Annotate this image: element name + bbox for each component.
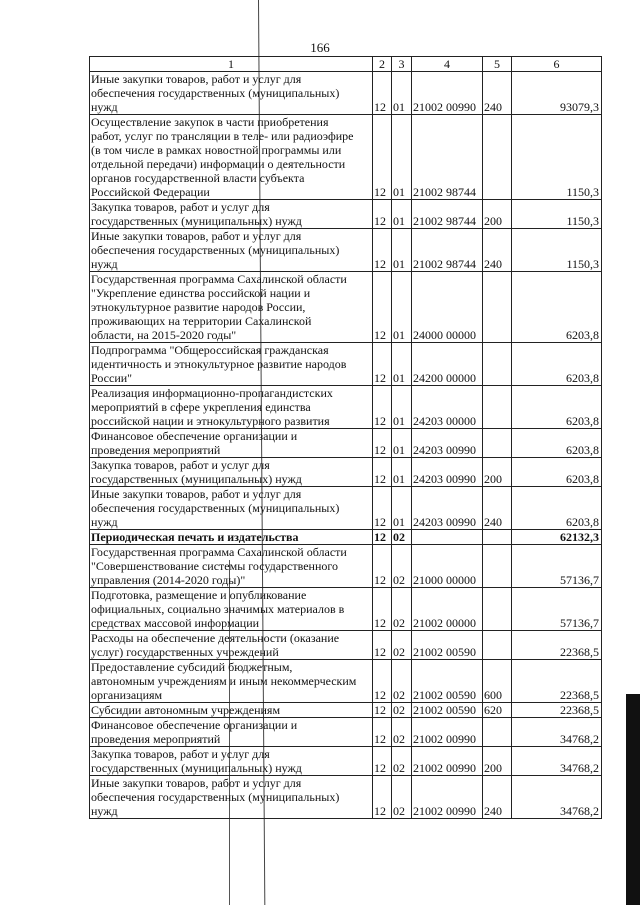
section-code: 12 xyxy=(373,631,392,660)
section-code: 12 xyxy=(373,530,392,545)
description-line: государственных (муниципальных) нужд xyxy=(91,214,302,228)
description-line: идентичность и этнокультурное развитие народов xyxy=(91,357,347,371)
description-line: "Укрепление единства российской нации и xyxy=(91,286,311,300)
expense-type-code: 240 xyxy=(483,487,512,530)
page-number: 166 xyxy=(310,40,330,55)
section-code: 12 xyxy=(373,703,392,718)
expense-type-code: 200 xyxy=(483,747,512,776)
target-article-code: 24203 00990 xyxy=(412,429,483,458)
expense-type-code xyxy=(483,429,512,458)
amount: 1150,3 xyxy=(512,200,602,229)
target-article-code: 21002 98744 xyxy=(412,229,483,272)
target-article-code: 21002 00590 xyxy=(412,703,483,718)
table-row xyxy=(90,718,602,747)
description-line: нужд xyxy=(91,257,118,271)
table-row xyxy=(90,487,602,530)
table-row xyxy=(90,200,602,229)
description-line: Государственная программа Сахалинской области xyxy=(91,272,347,286)
table-row xyxy=(90,703,602,718)
subsection-code: 01 xyxy=(392,115,412,200)
row-description xyxy=(90,718,373,747)
target-article-code: 21002 00590 xyxy=(412,660,483,703)
description-line: отдельной передачи) информации о деятельности xyxy=(91,157,346,171)
description-line: официальных, социально значимых материалов в xyxy=(91,602,345,616)
section-code: 12 xyxy=(373,588,392,631)
expense-type-code xyxy=(483,588,512,631)
subsection-code: 01 xyxy=(392,72,412,115)
expense-type-code xyxy=(483,343,512,386)
description-line: Иные закупки товаров, работ и услуг для xyxy=(91,72,302,86)
description-line: нужд xyxy=(91,515,118,529)
table-row xyxy=(90,545,602,588)
description-line: нужд xyxy=(91,100,118,114)
description-line: России" xyxy=(91,371,133,385)
description-line: обеспечения государственных (муниципальных) xyxy=(91,86,340,100)
table-row xyxy=(90,458,602,487)
amount: 22368,5 xyxy=(512,703,602,718)
expense-type-code xyxy=(483,631,512,660)
subsection-code: 02 xyxy=(392,530,412,545)
amount: 57136,7 xyxy=(512,545,602,588)
column-header: 3 xyxy=(392,57,412,72)
amount: 1150,3 xyxy=(512,229,602,272)
row-description xyxy=(90,115,373,200)
target-article-code: 21002 00990 xyxy=(412,747,483,776)
subsection-code: 02 xyxy=(392,545,412,588)
row-description xyxy=(90,458,373,487)
amount: 6203,8 xyxy=(512,458,602,487)
description-line: Финансовое обеспечение организации и xyxy=(91,718,298,732)
target-article-code: 21002 98744 xyxy=(412,200,483,229)
description-line: Подпрограмма "Общероссийская гражданская xyxy=(91,343,329,357)
description-line: работ, услуг по трансляции в теле- или радиоэфире xyxy=(91,129,354,143)
description-line: Осуществление закупок в части приобретения xyxy=(91,115,329,129)
amount: 6203,8 xyxy=(512,429,602,458)
row-description xyxy=(90,272,373,343)
section-code: 12 xyxy=(373,660,392,703)
amount: 93079,3 xyxy=(512,72,602,115)
subsection-code: 01 xyxy=(392,429,412,458)
section-code: 12 xyxy=(373,343,392,386)
description-line: обеспечения государственных (муниципальных) xyxy=(91,501,340,515)
section-code: 12 xyxy=(373,386,392,429)
description-line: автономным учреждениям и иным некоммерческим xyxy=(91,674,357,688)
subsection-code: 01 xyxy=(392,200,412,229)
expense-type-code: 240 xyxy=(483,72,512,115)
expense-type-code xyxy=(483,545,512,588)
description-line: обеспечения государственных (муниципальных) xyxy=(91,243,340,257)
description-line: (в том числе в рамках новостной программы или xyxy=(91,143,342,157)
description-line: Закупка товаров, работ и услуг для xyxy=(91,200,270,214)
description-line: проведения мероприятий xyxy=(91,443,221,457)
description-line: Реализация информационно-пропагандистских xyxy=(91,386,333,400)
amount: 1150,3 xyxy=(512,115,602,200)
expense-type-code: 240 xyxy=(483,229,512,272)
section-code: 12 xyxy=(373,776,392,819)
target-article-code: 21002 00990 xyxy=(412,776,483,819)
row-description xyxy=(90,530,373,545)
description-line: Закупка товаров, работ и услуг для xyxy=(91,747,270,761)
column-header: 5 xyxy=(483,57,512,72)
description-line: Иные закупки товаров, работ и услуг для xyxy=(91,487,302,501)
description-line: Закупка товаров, работ и услуг для xyxy=(91,458,270,472)
section-code: 12 xyxy=(373,229,392,272)
subsection-code: 01 xyxy=(392,272,412,343)
table-row xyxy=(90,747,602,776)
description-line: Периодическая печать и издательства xyxy=(91,530,299,544)
description-line: Предоставление субсидий бюджетным, xyxy=(91,660,293,674)
description-line: проживающих на территории Сахалинской xyxy=(91,314,312,328)
row-description xyxy=(90,545,373,588)
description-line: органов государственной власти субъекта xyxy=(91,171,305,185)
subsection-code: 01 xyxy=(392,487,412,530)
section-code: 12 xyxy=(373,72,392,115)
description-line: проведения мероприятий xyxy=(91,732,221,746)
table-row xyxy=(90,115,602,200)
description-line: средствах массовой информации xyxy=(91,616,260,630)
description-line: Российской Федерации xyxy=(91,185,210,199)
subsection-code: 01 xyxy=(392,229,412,272)
expense-type-code: 200 xyxy=(483,200,512,229)
expense-type-code: 240 xyxy=(483,776,512,819)
expense-type-code xyxy=(483,272,512,343)
description-line: Финансовое обеспечение организации и xyxy=(91,429,298,443)
description-line: обеспечения государственных (муниципальных) xyxy=(91,790,340,804)
subsection-code: 01 xyxy=(392,343,412,386)
row-description xyxy=(90,588,373,631)
section-code: 12 xyxy=(373,200,392,229)
description-line: Иные закупки товаров, работ и услуг для xyxy=(91,776,302,790)
target-article-code: 24203 00990 xyxy=(412,487,483,530)
target-article-code xyxy=(412,530,483,545)
amount: 6203,8 xyxy=(512,272,602,343)
expense-type-code xyxy=(483,386,512,429)
amount: 6203,8 xyxy=(512,343,602,386)
subsection-code: 02 xyxy=(392,631,412,660)
description-line: государственных (муниципальных) нужд xyxy=(91,472,302,486)
table-row xyxy=(90,229,602,272)
row-description xyxy=(90,72,373,115)
row-description xyxy=(90,343,373,386)
section-code: 12 xyxy=(373,747,392,776)
row-description xyxy=(90,229,373,272)
amount: 22368,5 xyxy=(512,660,602,703)
scan-edge-shadow xyxy=(626,694,640,905)
budget-table xyxy=(89,56,602,819)
table-row xyxy=(90,530,602,545)
target-article-code: 21000 00000 xyxy=(412,545,483,588)
section-code: 12 xyxy=(373,115,392,200)
row-description xyxy=(90,776,373,819)
row-description xyxy=(90,703,373,718)
section-code: 12 xyxy=(373,458,392,487)
description-line: государственных (муниципальных) нужд xyxy=(91,761,302,775)
subsection-code: 02 xyxy=(392,718,412,747)
amount: 22368,5 xyxy=(512,631,602,660)
subsection-code: 02 xyxy=(392,747,412,776)
table-row xyxy=(90,272,602,343)
description-line: управления (2014-2020 годы)" xyxy=(91,573,246,587)
subsection-code: 01 xyxy=(392,458,412,487)
target-article-code: 24200 00000 xyxy=(412,343,483,386)
row-description xyxy=(90,386,373,429)
target-article-code: 24203 00000 xyxy=(412,386,483,429)
table-row xyxy=(90,588,602,631)
row-description xyxy=(90,200,373,229)
section-code: 12 xyxy=(373,272,392,343)
expense-type-code xyxy=(483,718,512,747)
table-row xyxy=(90,429,602,458)
column-header: 2 xyxy=(373,57,392,72)
amount: 6203,8 xyxy=(512,386,602,429)
section-code: 12 xyxy=(373,545,392,588)
amount: 34768,2 xyxy=(512,776,602,819)
target-article-code: 24000 00000 xyxy=(412,272,483,343)
description-line: "Совершенствование системы государственного xyxy=(91,559,338,573)
table-row xyxy=(90,776,602,819)
column-header: 4 xyxy=(412,57,483,72)
section-code: 12 xyxy=(373,718,392,747)
description-line: Подготовка, размещение и опубликование xyxy=(91,588,307,602)
description-line: области, на 2015-2020 годы" xyxy=(91,328,237,342)
column-header: 6 xyxy=(512,57,602,72)
row-description xyxy=(90,747,373,776)
expense-type-code: 600 xyxy=(483,660,512,703)
subsection-code: 02 xyxy=(392,703,412,718)
subsection-code: 02 xyxy=(392,776,412,819)
expense-type-code: 200 xyxy=(483,458,512,487)
expense-type-code xyxy=(483,530,512,545)
subsection-code: 02 xyxy=(392,660,412,703)
amount: 34768,2 xyxy=(512,718,602,747)
description-line: услуг) государственных учреждений xyxy=(91,645,279,659)
target-article-code: 21002 98744 xyxy=(412,115,483,200)
description-line: Субсидии автономным учреждениям xyxy=(91,703,281,717)
target-article-code: 21002 00990 xyxy=(412,72,483,115)
description-line: Расходы на обеспечение деятельности (оказание xyxy=(91,631,340,645)
target-article-code: 21002 00000 xyxy=(412,588,483,631)
subsection-code: 02 xyxy=(392,588,412,631)
table-row xyxy=(90,72,602,115)
description-line: Иные закупки товаров, работ и услуг для xyxy=(91,229,302,243)
subsection-code: 01 xyxy=(392,386,412,429)
row-description xyxy=(90,487,373,530)
column-header: 1 xyxy=(90,57,373,72)
description-line: этнокультурное развитие народов России, xyxy=(91,300,306,314)
description-line: Государственная программа Сахалинской области xyxy=(91,545,347,559)
amount: 62132,3 xyxy=(512,530,602,545)
target-article-code: 24203 00990 xyxy=(412,458,483,487)
table-row xyxy=(90,343,602,386)
expense-type-code: 620 xyxy=(483,703,512,718)
expense-type-code xyxy=(483,115,512,200)
amount: 57136,7 xyxy=(512,588,602,631)
row-description xyxy=(90,631,373,660)
table-header-row xyxy=(90,57,602,72)
row-description xyxy=(90,660,373,703)
amount: 6203,8 xyxy=(512,487,602,530)
amount: 34768,2 xyxy=(512,747,602,776)
description-line: мероприятий в сфере укрепления единства xyxy=(91,400,311,414)
description-line: нужд xyxy=(91,804,118,818)
section-code: 12 xyxy=(373,487,392,530)
description-line: российской нации и этнокультурного развития xyxy=(91,414,330,428)
target-article-code: 21002 00990 xyxy=(412,718,483,747)
section-code: 12 xyxy=(373,429,392,458)
description-line: организациям xyxy=(91,688,163,702)
row-description xyxy=(90,429,373,458)
target-article-code: 21002 00590 xyxy=(412,631,483,660)
table-row xyxy=(90,631,602,660)
table-row xyxy=(90,660,602,703)
table-row xyxy=(90,386,602,429)
